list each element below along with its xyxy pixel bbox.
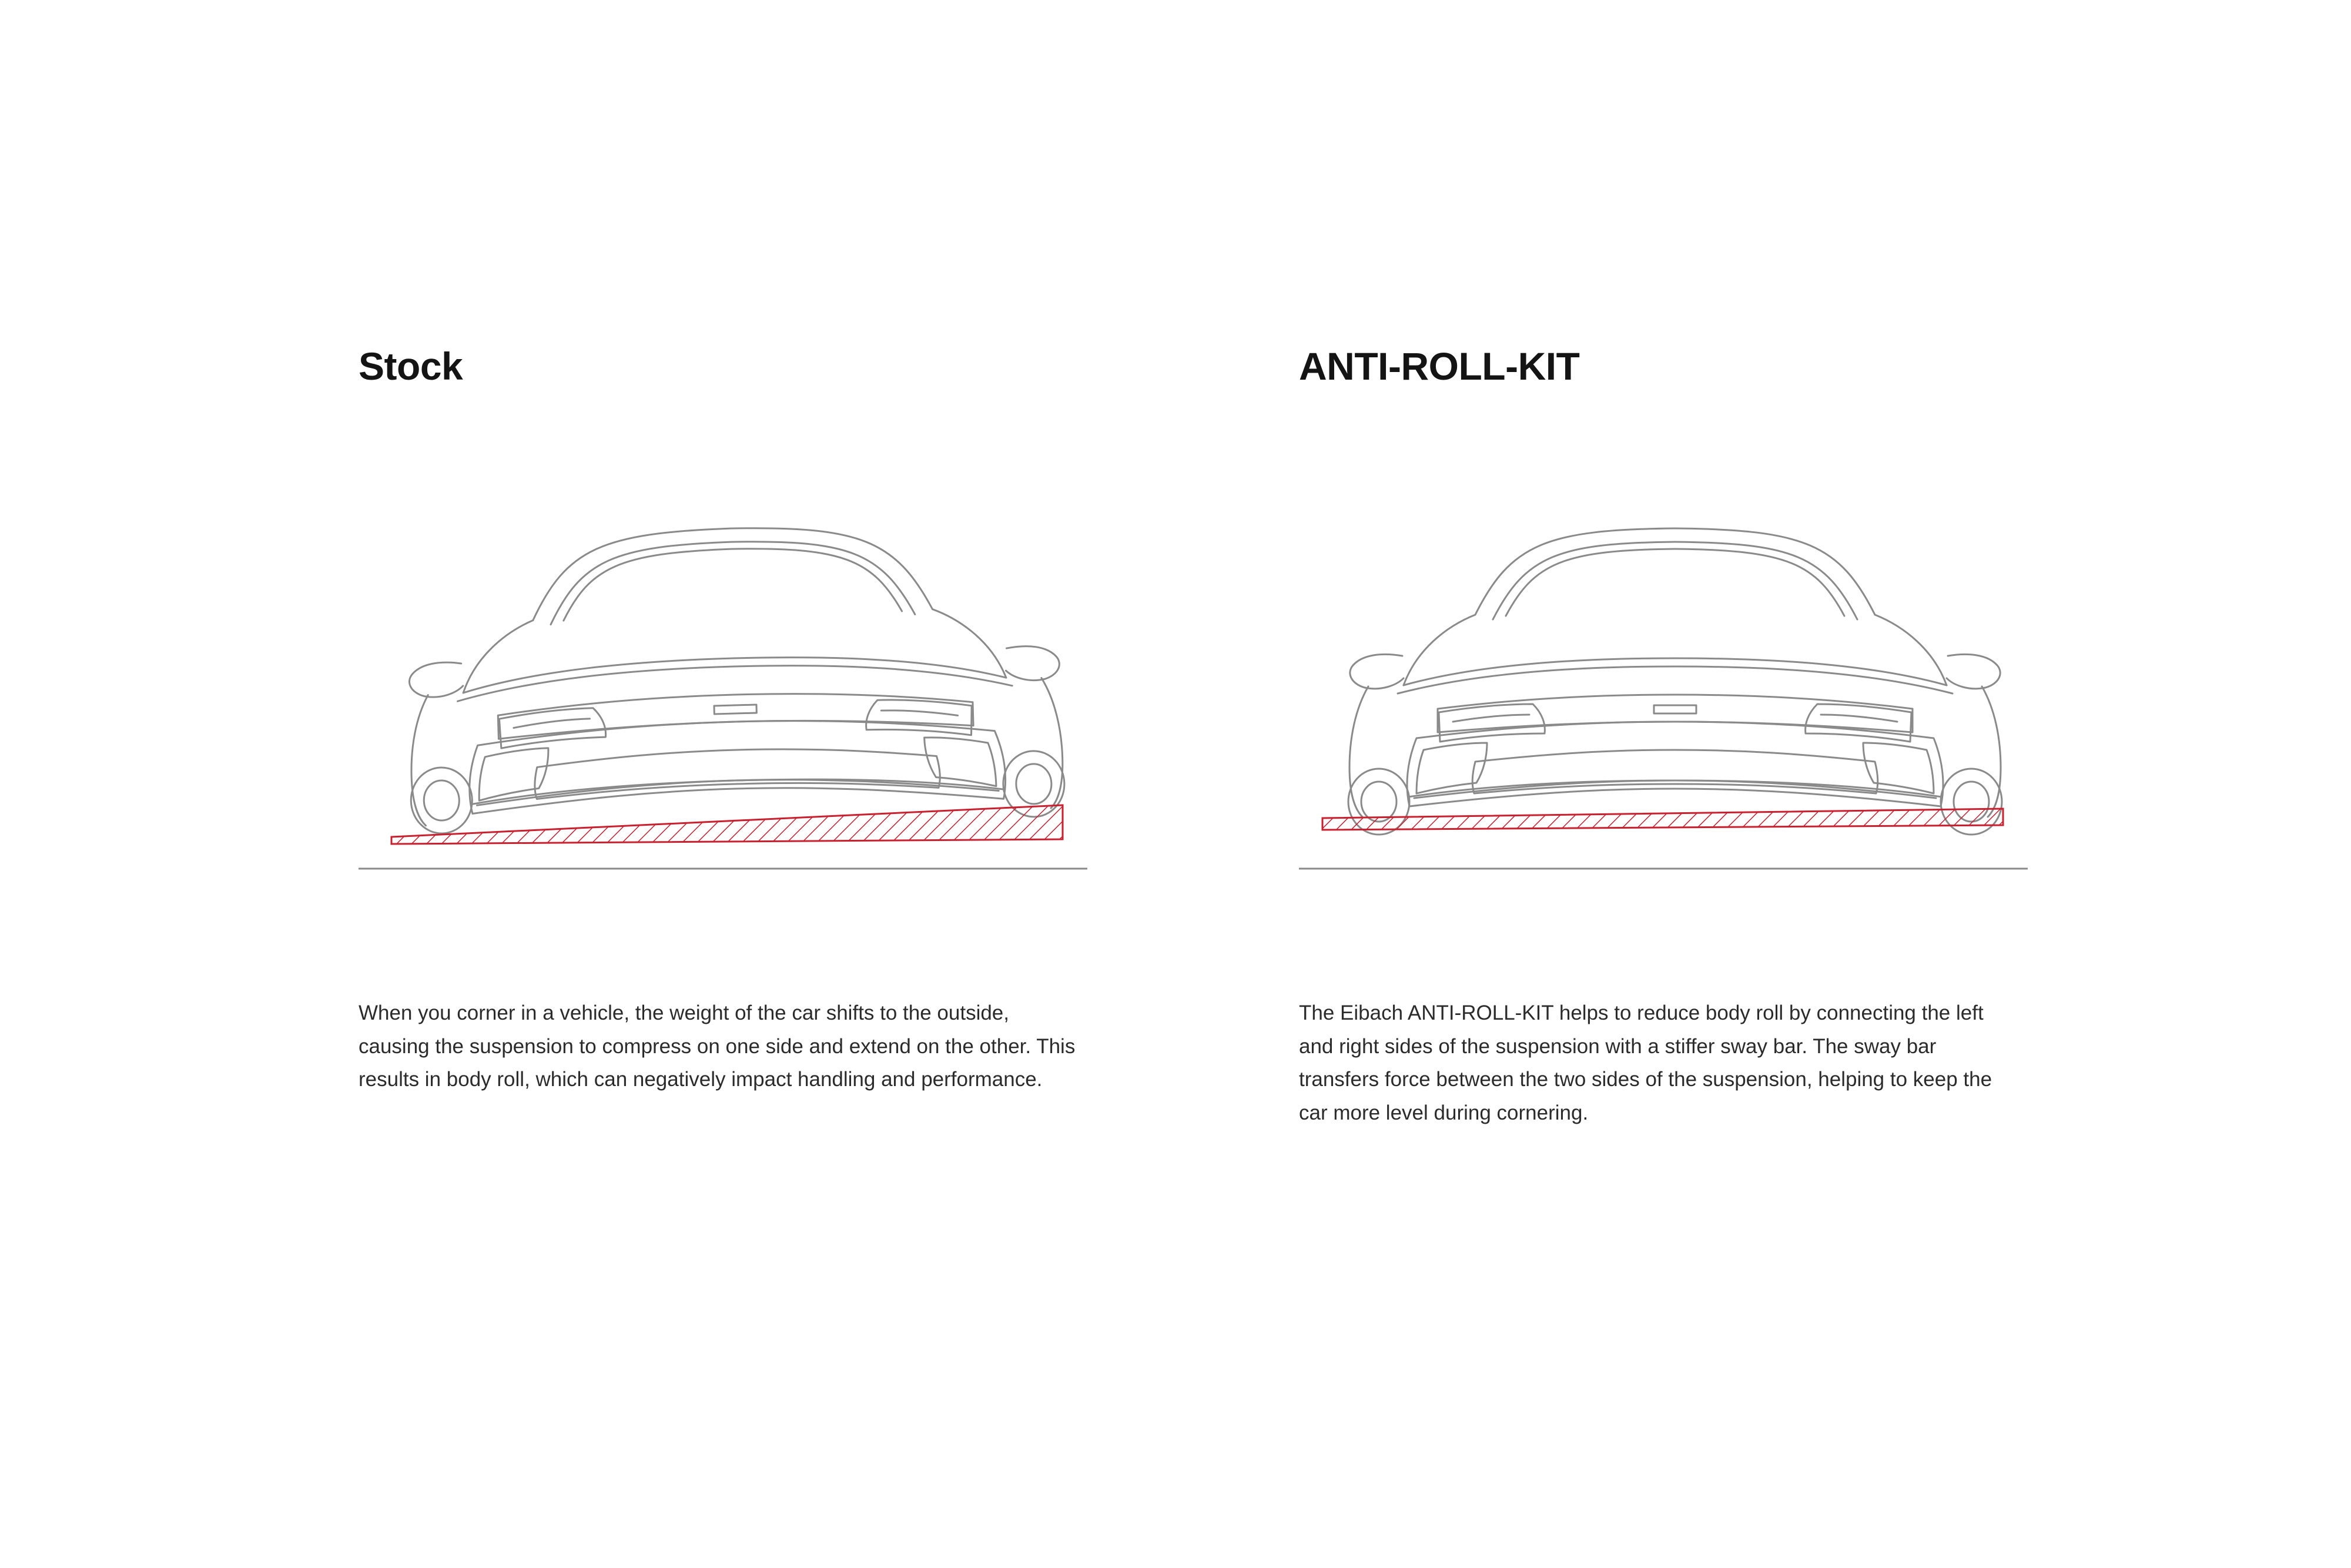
caption-anti-roll-kit: The Eibach ANTI-ROLL-KIT helps to reduce body roll by connecting the left and right sides of the suspension with a stiffer sway bar. The sway bar transfers force between the two sides of the suspension, helping to keep the car more level during cornering. bbox=[1299, 1001, 1992, 1125]
body-roll-hatch-level bbox=[1322, 809, 2003, 830]
illustration-stock bbox=[359, 433, 1123, 920]
panel-stock bbox=[359, 344, 1299, 1151]
comparison-panels bbox=[0, 344, 2351, 1151]
illustration-anti-roll-kit bbox=[1299, 433, 2063, 920]
caption-stock: When you corner in a vehicle, the weight of the car shifts to the outside, causing the suspension to compress on one side and extend on the other. This results in body roll, which can negatively impact handling and performance. bbox=[359, 1001, 1076, 1091]
panel-title-anti-roll-kit: ANTI-ROLL-KIT bbox=[1299, 344, 1580, 388]
car-body-outline-stock bbox=[404, 520, 1066, 835]
panel-anti-roll-kit bbox=[1299, 344, 2239, 1151]
panel-title-stock: Stock bbox=[359, 344, 463, 388]
car-body-outline-level bbox=[1348, 528, 2002, 835]
